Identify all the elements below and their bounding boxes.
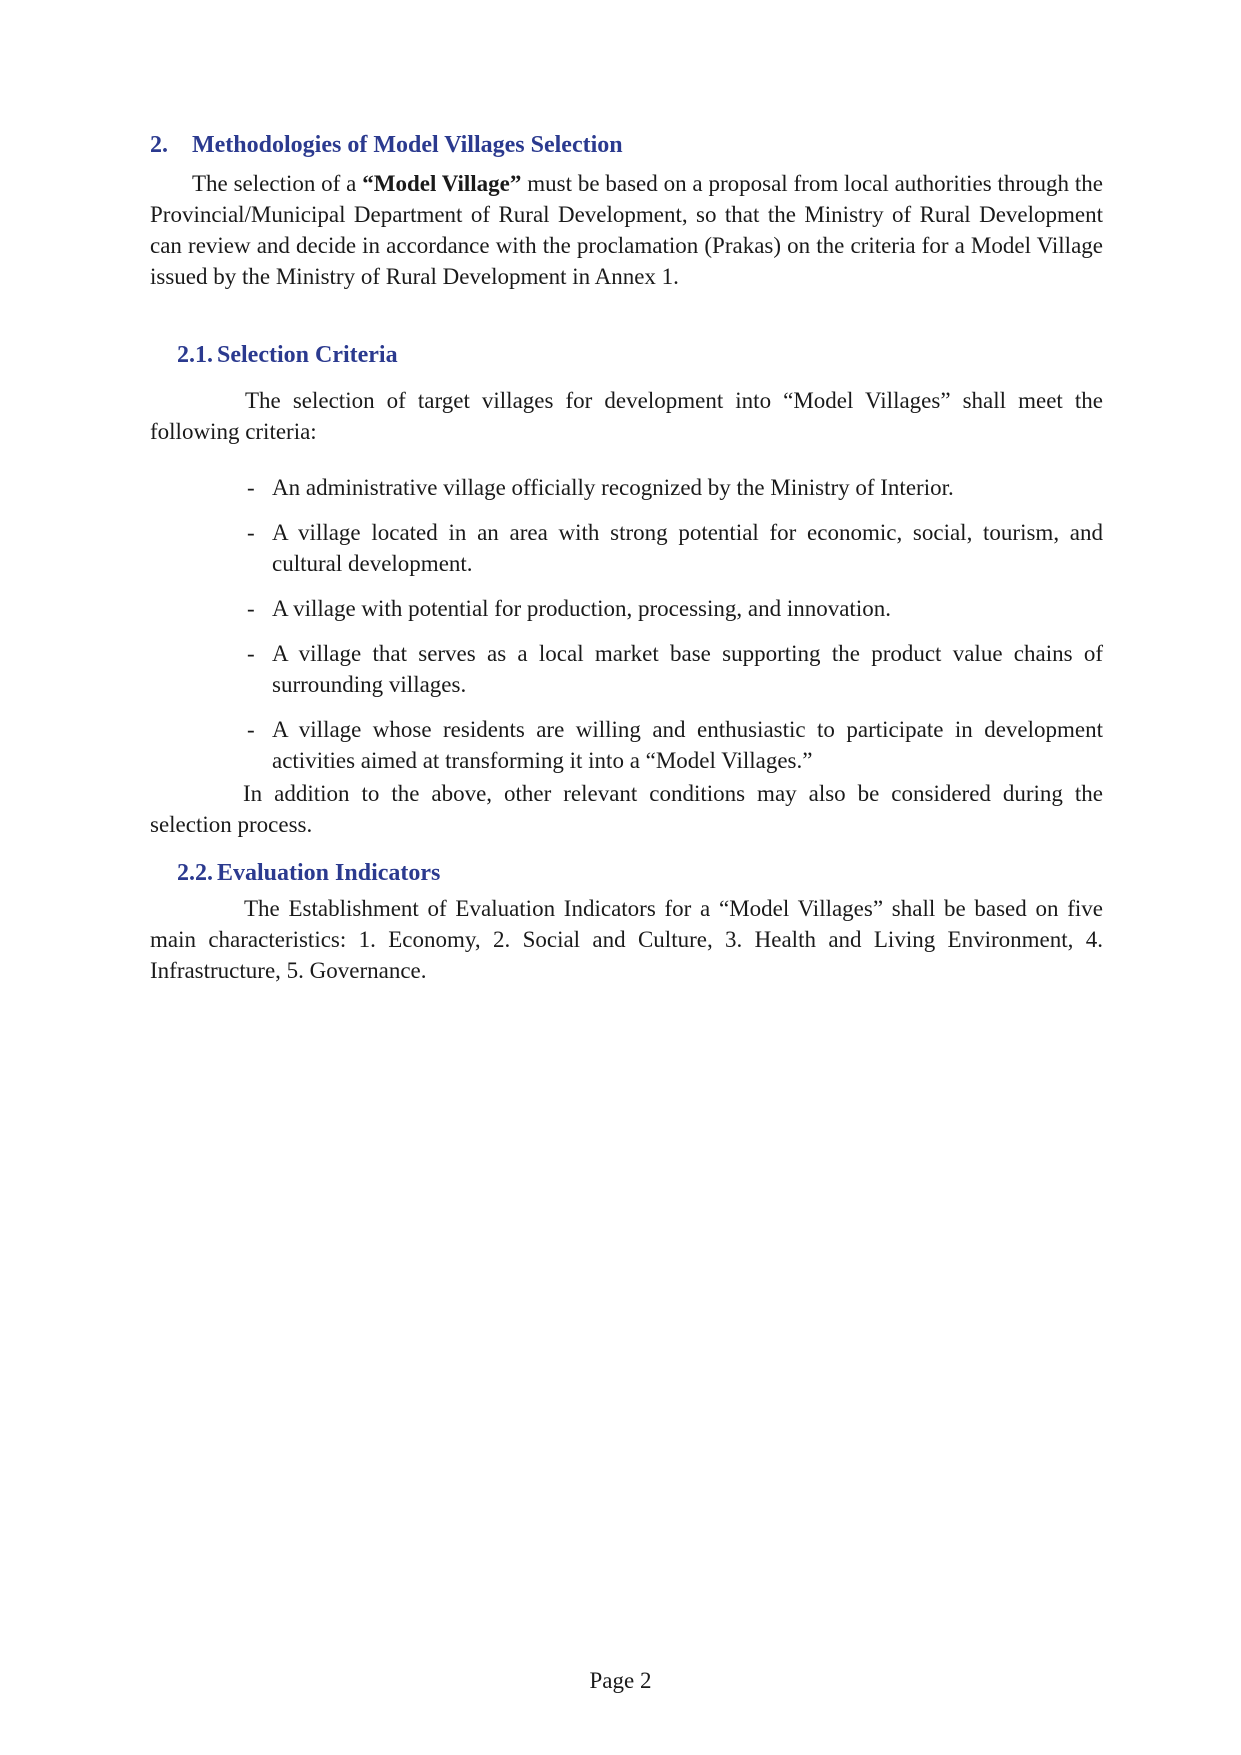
evaluation-indicators-paragraph: The Establishment of Evaluation Indicators for a “Model Villages” shall be based on five main characteristics: 1. Economy, 2. Social and Culture, 3. Health and Living Environment, 4. Infrastructure, 5. Governance.	[150, 896, 1103, 983]
intro-text-bold: “Model Village”	[362, 171, 522, 196]
subsection-number: 2.2.	[177, 860, 213, 886]
intro-text-post: must be based on a proposal from local authorities through the Provincial/Municipal Department of Rural Development, so that the Ministry of Rural Development can review and decide in accordance with the proclamation (Prakas) on the criteria for a Model Village issued by the Ministry of Rural Development in Annex 1.	[150, 171, 1103, 289]
subsection-heading-selection-criteria	[150, 340, 1103, 370]
intro-text-pre: The selection of a	[192, 171, 363, 196]
dash-bullet: -	[247, 520, 255, 545]
list-item-text: A village that serves as a local market base supporting the product value chains of surrounding villages.	[272, 641, 1103, 697]
list-item	[150, 638, 1103, 700]
page-number: Page 2	[589, 1668, 652, 1693]
selection-criteria-closing: In addition to the above, other relevant conditions may also be considered during the selection process.	[150, 781, 1103, 837]
subsection-title: Evaluation Indicators	[217, 860, 441, 886]
section-title: Methodologies of Model Villages Selection	[192, 132, 623, 158]
list-item	[150, 593, 1103, 624]
dash-bullet: -	[247, 475, 255, 500]
list-item-text: A village located in an area with strong potential for economic, social, tourism, and cultural development.	[272, 520, 1103, 576]
page-footer	[0, 1666, 1241, 1696]
list-item	[150, 517, 1103, 579]
subsection-title: Selection Criteria	[217, 342, 398, 368]
list-item	[150, 714, 1103, 776]
list-item	[150, 472, 1103, 503]
list-item-text: An administrative village officially recognized by the Ministry of Interior.	[272, 475, 954, 500]
list-item-text: A village whose residents are willing and enthusiastic to participate in development activities aimed at transforming it into a “Model Villages.”	[272, 717, 1103, 773]
dash-bullet: -	[247, 717, 255, 742]
dash-bullet: -	[247, 596, 255, 621]
dash-bullet: -	[247, 641, 255, 666]
section-number: 2.	[150, 132, 168, 158]
selection-criteria-intro: The selection of target villages for development into “Model Villages” shall meet the following criteria:	[150, 388, 1103, 444]
list-item-text: A village with potential for production, processing, and innovation.	[272, 596, 891, 621]
section-intro-paragraph	[150, 168, 1103, 292]
criteria-bullet-list	[150, 472, 1103, 776]
subsection-heading-evaluation-indicators	[150, 858, 1103, 888]
subsection-number: 2.1.	[177, 342, 213, 368]
section-heading	[150, 130, 1103, 160]
